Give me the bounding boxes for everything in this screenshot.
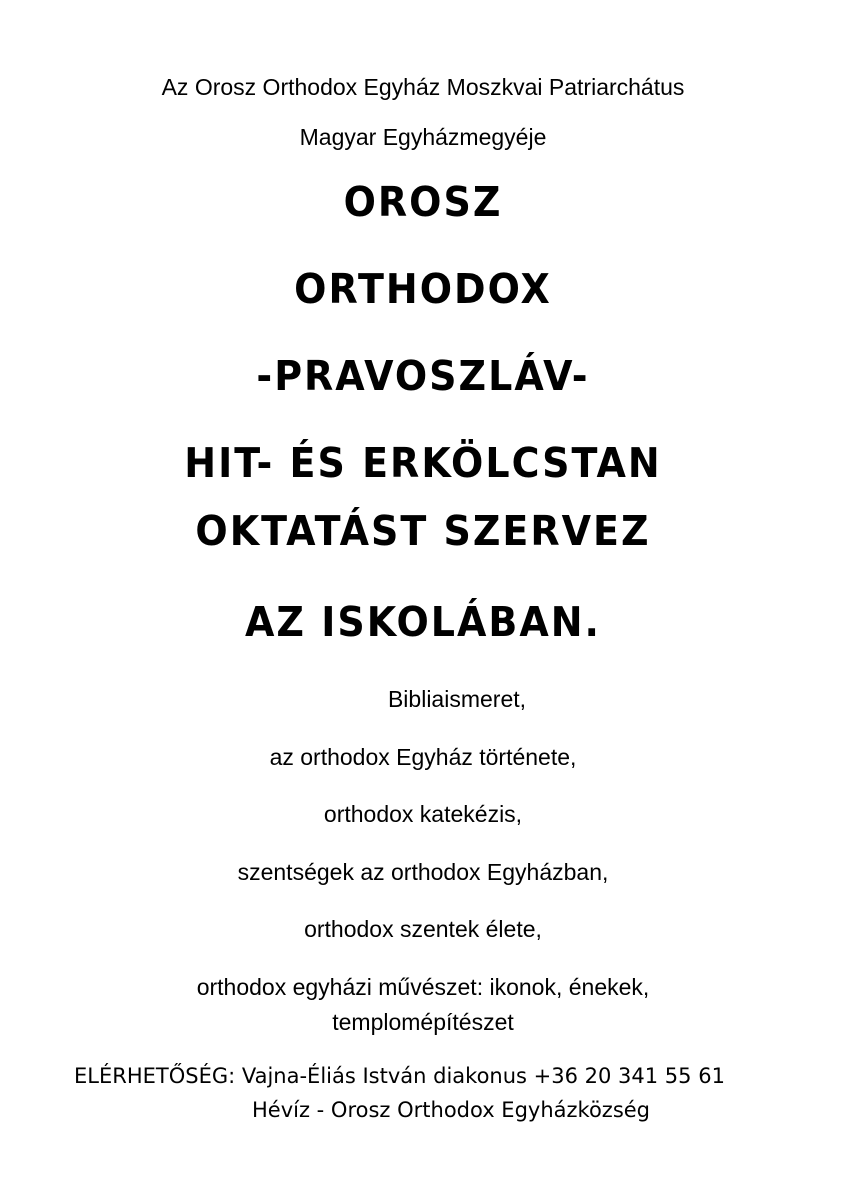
title-line-6: AZ ISKOLÁBAN. [245,598,601,646]
topic-item: orthodox katekézis, [323,801,523,827]
topic-item: az orthodox Egyház története, [269,744,577,770]
contact-line-2: Hévíz - Orosz Orthodox Egyházközség [252,1098,651,1122]
title-line-3: -PRAVOSZLÁV- [256,352,590,400]
title-line-5: OKTATÁST SZERVEZ [195,507,651,555]
topic-item: orthodox szentek élete, [304,916,542,942]
topic-item: szentségek az orthodox Egyházban, [237,859,609,885]
title-line-1: OROSZ [343,178,503,226]
title-line-2: ORTHODOX [294,265,552,313]
title-line-4: HIT- ÉS ERKÖLCSTAN [184,439,662,487]
topic-item: templomépítészet [332,1009,514,1035]
header-line-1: Az Orosz Orthodox Egyház Moszkvai Patriarchátus [161,74,685,100]
header-line-2: Magyar Egyházmegyéje [299,124,547,150]
topic-item: Bibliaismeret, [387,686,527,712]
contact-line-1: ELÉRHETŐSÉG: Vajna-Éliás István diakonus +36 20 341 55 61 [74,1064,725,1088]
topic-item: orthodox egyházi művészet: ikonok, énekek, [196,974,650,1000]
